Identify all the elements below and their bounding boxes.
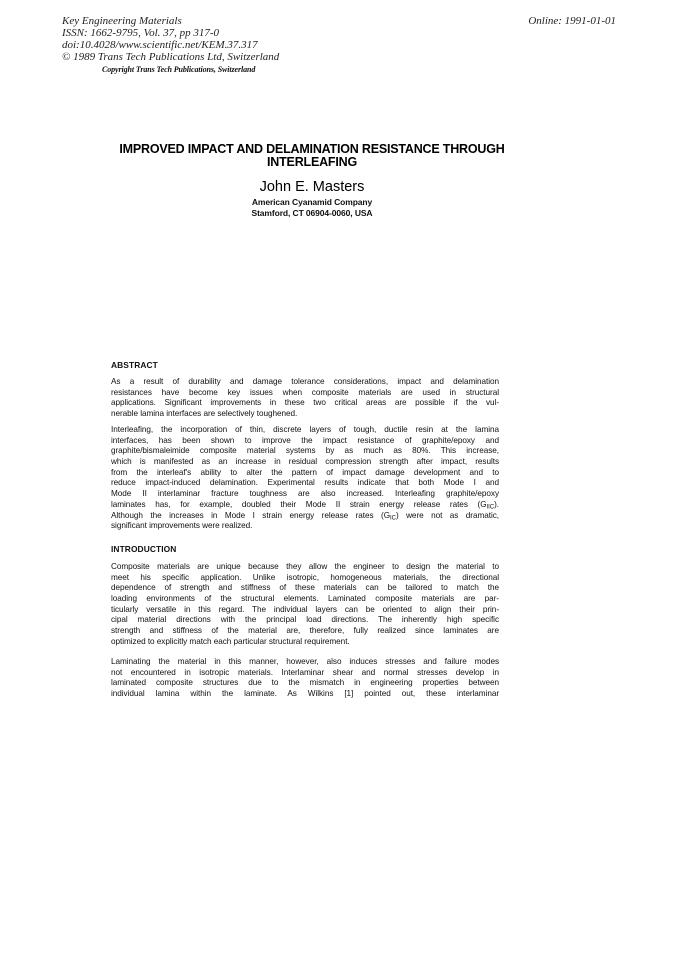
online-date: Online: 1991-01-01 [528,15,616,27]
text-line [111,511,499,522]
text-line: loading environments of the structural elements. Laminated composite materials are par- [111,594,499,604]
text-line: not encountered in isotropic materials. Interlaminar shear and normal stresses develop in [111,667,499,677]
abstract-paragraph-1 [111,377,499,420]
introduction-paragraph-2 [111,657,499,700]
text-line: As a result of durability and damage tolerance considerations, impact and delamination [111,377,499,386]
publisher-line: © 1989 Trans Tech Publications Ltd, Switzerland [62,51,280,63]
text-line: individual lamina within the laminate. As Wilkins [1] pointed out, these interlaminar [111,689,499,699]
text-line: graphite/bismaleimide composite material systems by as much as 80%. This increase, [111,446,499,456]
journal-name: Key Engineering Materials [62,15,182,27]
text-line: laminated composite structures due to the mismatch in engineering properties between [111,678,499,688]
text-fragment: laminates has, for example, doubled their Mode II strain energy release rates (G [111,499,487,509]
text-line: Mode II interlaminar fracture toughness are also increased. Interleafing graphite/epoxy [111,489,499,499]
affiliation-company: American Cyanamid Company [251,197,373,207]
journal-metadata [62,15,279,63]
text-line: dependence of strength and stiffness of these materials can be tailored to match the [111,583,499,593]
text-line: interfaces, has been shown to improve the impact resistance of graphite/epoxy and [111,435,499,445]
text-line: ticularly versatile in this regard. The individual layers can be oriented to align their prin- [111,604,499,614]
author-affiliation [100,197,524,219]
abstract-paragraph-2 [111,425,499,532]
affiliation-address: Stamford, CT 06904-0060, USA [251,208,373,218]
copyright-notice: Copyright Trans Tech Publications, Switzerland [102,65,256,74]
introduction-heading: INTRODUCTION [111,544,177,554]
introduction-paragraph-1 [111,562,499,648]
text-line: Composite materials are unique because they allow the engineer to design the material to [111,562,499,571]
text-line: resistances have become key issues when composite materials are used in structural [111,387,499,397]
text-fragment: ). [494,499,499,509]
subscript: IIC [486,504,495,511]
abstract-heading: ABSTRACT [111,360,158,370]
text-line: nerable lamina interfaces are selectively toughened. [111,409,298,419]
text-line: from the interleaf's ability to alter the pattern of impact damage development and to [111,467,499,477]
text-line: strength and stiffness of the material are, therefore, fully realized since laminates are [111,626,499,636]
doi-line: doi:10.4028/www.scientific.net/KEM.37.317 [62,39,258,51]
text-line: reduce impact-induced delamination. Experimental results indicate that both Mode I and [111,478,499,488]
title-line: INTERLEAFING [267,155,357,169]
paper-title [100,143,524,169]
text-line: applications. Significant improvements in these two critical areas are possible if the vul- [111,398,499,408]
text-fragment: ) were not as dramatic, [395,510,499,520]
text-line [111,500,499,511]
author-name: John E. Masters [259,179,365,195]
issn-line: ISSN: 1662-9795, Vol. 37, pp 317-0 [62,27,220,39]
text-line: Laminating the material in this manner, however, also induces stresses and failure modes [111,657,499,666]
text-line: meet his specific application. Unlike isotropic, homogeneous materials, the directional [111,572,499,582]
text-fragment: Although the increases in Mode I strain energy release rates (G [111,510,391,520]
subscript: IC [390,515,396,521]
text-line: cipal material directions with the principal load directions. The inherently high specific [111,615,499,625]
text-line: which is manifested as an increase in residual compression strength after impact, results [111,457,499,467]
text-line: optimized to explicitly match each particular structural requirement. [111,636,350,646]
title-line: IMPROVED IMPACT AND DELAMINATION RESISTANCE THROUGH [119,142,505,156]
text-line: Interleafing, the incorporation of thin, discrete layers of tough, ductile resin at the lamina [111,425,499,434]
text-line: significant improvements were realized. [111,521,253,531]
